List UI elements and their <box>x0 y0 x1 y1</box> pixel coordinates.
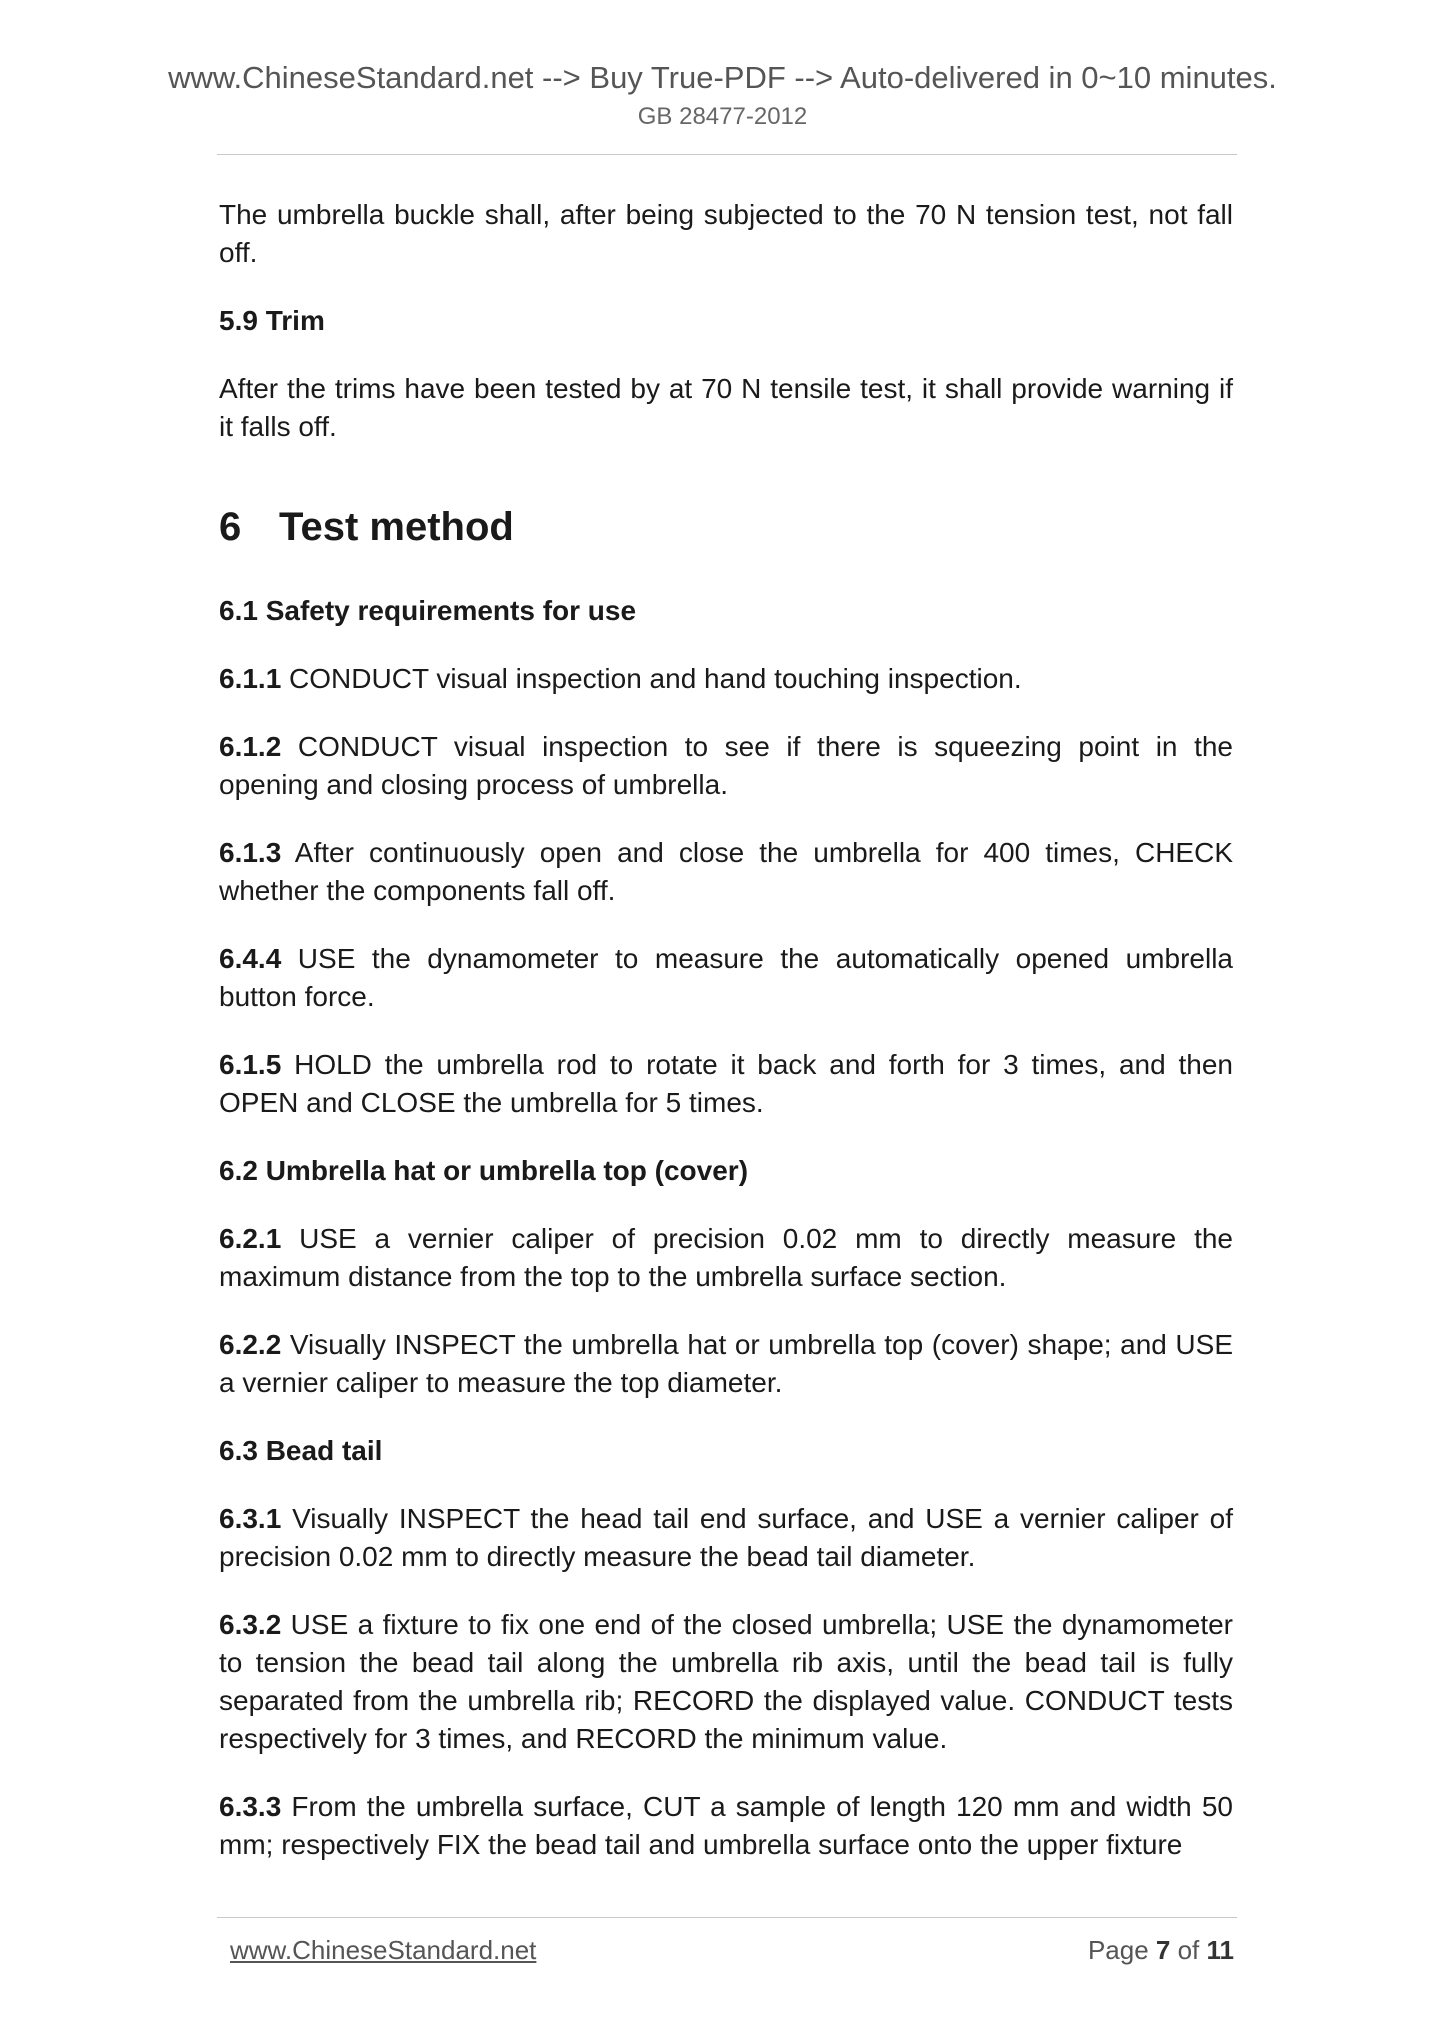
footer-divider <box>217 1917 1237 1918</box>
clause-6-1-1 <box>219 660 1233 698</box>
page-of: of <box>1170 1935 1207 1965</box>
section-6-3-heading: 6.3 Bead tail <box>219 1435 383 1466</box>
clause-6-1-5 <box>219 1046 1233 1122</box>
document-body <box>219 196 1233 1894</box>
clause-text: HOLD the umbrella rod to rotate it back and forth for 3 times, and then OPEN and CLOSE the umbrella for 5 times. <box>219 1049 1233 1118</box>
chapter-6-heading <box>219 502 1233 552</box>
page-current: 7 <box>1155 1935 1171 1965</box>
paragraph-buckle: The umbrella buckle shall, after being subjected to the 70 N tension test, not fall off. <box>219 199 1233 268</box>
clause-6-2-1 <box>219 1220 1233 1296</box>
clause-number: 6.3.1 <box>219 1503 282 1534</box>
clause-6-1-3 <box>219 834 1233 910</box>
page-header <box>0 58 1445 134</box>
clause-number: 6.1.3 <box>219 837 282 868</box>
clause-text: USE the dynamometer to measure the automatically opened umbrella button force. <box>219 943 1233 1012</box>
clause-number: 6.2.1 <box>219 1223 282 1254</box>
page-indicator <box>1088 1932 1234 1968</box>
chapter-title: Test method <box>279 505 514 549</box>
page-prefix: Page <box>1087 1935 1156 1965</box>
standard-number: GB 28477-2012 <box>637 103 808 130</box>
clause-text: CONDUCT visual inspection to see if there is squeezing point in the opening and closing process of umbrella. <box>219 731 1233 800</box>
clause-text: Visually INSPECT the umbrella hat or umbrella top (cover) shape; and USE a vernier caliper to measure the top diameter. <box>219 1329 1233 1398</box>
section-6-1-heading: 6.1 Safety requirements for use <box>219 595 637 626</box>
header-banner: www.ChineseStandard.net --> Buy True-PDF --> Auto-delivered in 0~10 minutes. <box>168 60 1277 95</box>
clause-text: USE a vernier caliper of precision 0.02 mm to directly measure the maximum distance from the top to the umbrella surface section. <box>219 1223 1233 1292</box>
clause-number: 6.1.5 <box>219 1049 282 1080</box>
clause-number: 6.1.2 <box>219 731 282 762</box>
clause-6-1-2 <box>219 728 1233 804</box>
clause-6-3-1 <box>219 1500 1233 1576</box>
header-divider <box>217 154 1237 155</box>
section-6-2-heading: 6.2 Umbrella hat or umbrella top (cover) <box>219 1155 749 1186</box>
clause-6-4-4 <box>219 940 1233 1016</box>
clause-number: 6.1.1 <box>219 663 282 694</box>
section-5-9-heading: 5.9 Trim <box>219 305 325 336</box>
clause-text: After continuously open and close the umbrella for 400 times, CHECK whether the components fall off. <box>219 837 1233 906</box>
clause-6-3-2 <box>219 1606 1233 1758</box>
clause-6-2-2 <box>219 1326 1233 1402</box>
clause-text: Visually INSPECT the head tail end surface, and USE a vernier caliper of precision 0.02 mm to directly measure the bead tail diameter. <box>219 1503 1233 1572</box>
clause-text: From the umbrella surface, CUT a sample of length 120 mm and width 50 mm; respectively FIX the bead tail and umbrella surface onto the upper fixture <box>219 1791 1233 1860</box>
clause-text: USE a fixture to fix one end of the closed umbrella; USE the dynamometer to tension the bead tail along the umbrella rib axis, until the bead tail is fully separated from the umbrella rib; RECORD the displayed value. CONDUCT tests respectively for 3 times, and RECORD the minimum value. <box>219 1609 1233 1754</box>
clause-6-3-3 <box>219 1788 1233 1864</box>
page-total: 11 <box>1206 1935 1234 1965</box>
clause-text: CONDUCT visual inspection and hand touching inspection. <box>281 663 1022 694</box>
footer-site-link[interactable]: www.ChineseStandard.net <box>230 1935 537 1965</box>
clause-number: 6.2.2 <box>219 1329 282 1360</box>
clause-number: 6.3.3 <box>219 1791 282 1822</box>
paragraph-trim: After the trims have been tested by at 70 N tensile test, it shall provide warning if it falls off. <box>219 373 1233 442</box>
clause-number: 6.3.2 <box>219 1609 282 1640</box>
clause-number: 6.4.4 <box>219 943 282 974</box>
chapter-number: 6 <box>219 505 242 549</box>
